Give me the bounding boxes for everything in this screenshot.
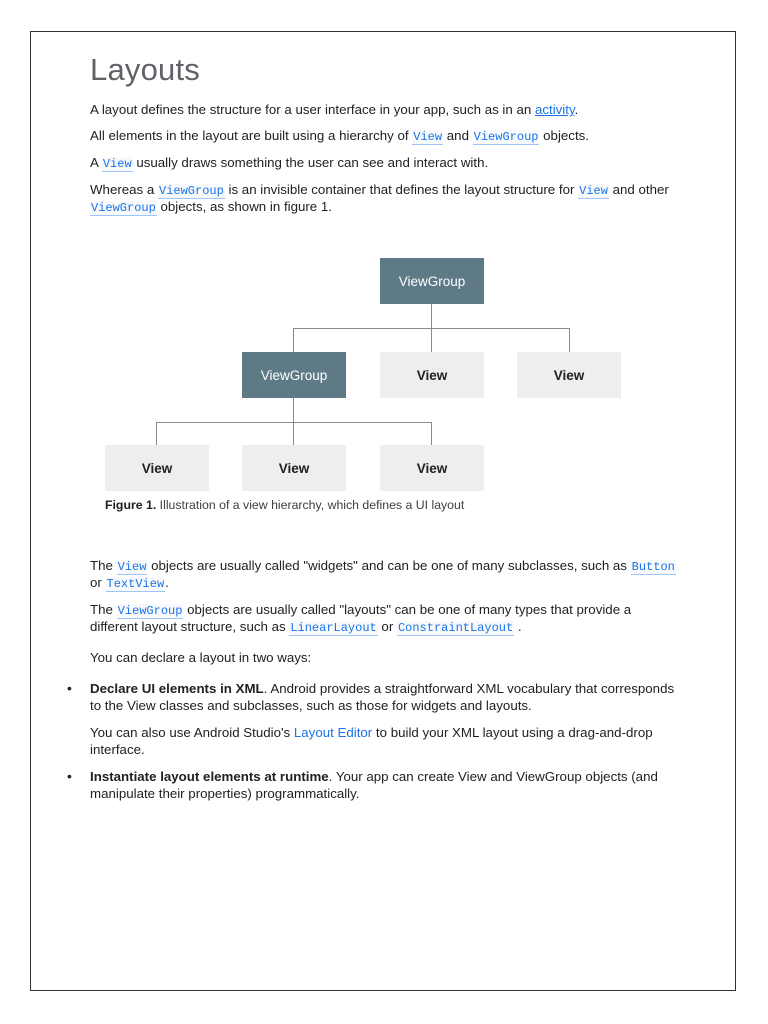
- intro-paragraph-4: Whereas a ViewGroup is an invisible container that defines the layout structure for View and other ViewGroup objects, as shown in figure 1.: [90, 182, 669, 215]
- child-view-node: View: [380, 352, 484, 398]
- viewgroup-code-link[interactable]: ViewGroup: [159, 184, 224, 198]
- view-code-link[interactable]: View: [579, 184, 608, 198]
- connector-line: [156, 422, 157, 445]
- layout-editor-paragraph: You can also use Android Studio's Layout Editor to build your XML layout using a drag-and-drop interface.: [90, 725, 653, 757]
- connector-line: [156, 422, 432, 423]
- bullet-symbol: •: [67, 768, 72, 784]
- document-content: [90, 52, 680, 226]
- intro-paragraph-2: All elements in the layout are built using a hierarchy of View and ViewGroup objects.: [90, 128, 589, 144]
- widgets-paragraph: The View objects are usually called "widgets" and can be one of many subclasses, such as Button or TextView.: [90, 558, 675, 591]
- viewgroup-code-link[interactable]: ViewGroup: [117, 604, 183, 618]
- linearlayout-code-link[interactable]: LinearLayout: [290, 621, 377, 635]
- activity-link[interactable]: activity: [534, 102, 575, 117]
- connector-line: [293, 422, 294, 445]
- list-item: [67, 768, 680, 802]
- leaf-view-node: View: [105, 445, 209, 491]
- document-body: [67, 558, 680, 812]
- view-code-link[interactable]: View: [413, 130, 443, 144]
- leaf-view-node: View: [380, 445, 484, 491]
- page-title: Layouts: [90, 52, 200, 87]
- connector-line: [569, 328, 570, 352]
- runtime-paragraph: Instantiate layout elements at runtime. Your app can create View and ViewGroup objects (and manipulate their properties) programmatically.: [90, 769, 658, 801]
- viewgroup-code-link[interactable]: ViewGroup: [473, 130, 539, 144]
- view-code-link[interactable]: View: [117, 560, 147, 574]
- connector-line: [293, 328, 294, 352]
- child-view-node: View: [517, 352, 621, 398]
- textview-code-link[interactable]: TextView: [106, 577, 165, 591]
- connector-line: [431, 304, 432, 328]
- bullet-symbol: •: [67, 680, 72, 696]
- intro-paragraph-1: A layout defines the structure for a user interface in your app, such as in an activity.: [90, 102, 579, 117]
- view-hierarchy-diagram: [105, 258, 625, 498]
- connector-line: [431, 422, 432, 445]
- list-item: [67, 680, 680, 758]
- view-code-link[interactable]: View: [102, 157, 132, 171]
- button-code-link[interactable]: Button: [631, 560, 675, 574]
- layouts-paragraph: The ViewGroup objects are usually called "layouts" can be one of many types that provide a different layout structure, such as LinearLayout or ConstraintLayout .: [90, 602, 632, 635]
- connector-line: [293, 398, 294, 422]
- figure-caption: Figure 1. Illustration of a view hierarchy, which defines a UI layout: [105, 498, 465, 512]
- layout-editor-link[interactable]: Layout Editor: [293, 725, 373, 740]
- child-viewgroup-node: ViewGroup: [242, 352, 346, 398]
- leaf-view-node: View: [242, 445, 346, 491]
- declare-paragraph: You can declare a layout in two ways:: [90, 650, 312, 665]
- constraintlayout-code-link[interactable]: ConstraintLayout: [397, 621, 514, 635]
- intro-paragraph-3: A View usually draws something the user can see and interact with.: [90, 155, 489, 171]
- root-viewgroup-node: ViewGroup: [380, 258, 484, 304]
- viewgroup-code-link[interactable]: ViewGroup: [91, 201, 156, 215]
- declare-ways-list: [67, 680, 680, 802]
- connector-line: [431, 328, 432, 352]
- xml-paragraph: Declare UI elements in XML. Android provides a straightforward XML vocabulary that corresponds to the View classes and subclasses, such as those for widgets and layouts.: [90, 681, 675, 713]
